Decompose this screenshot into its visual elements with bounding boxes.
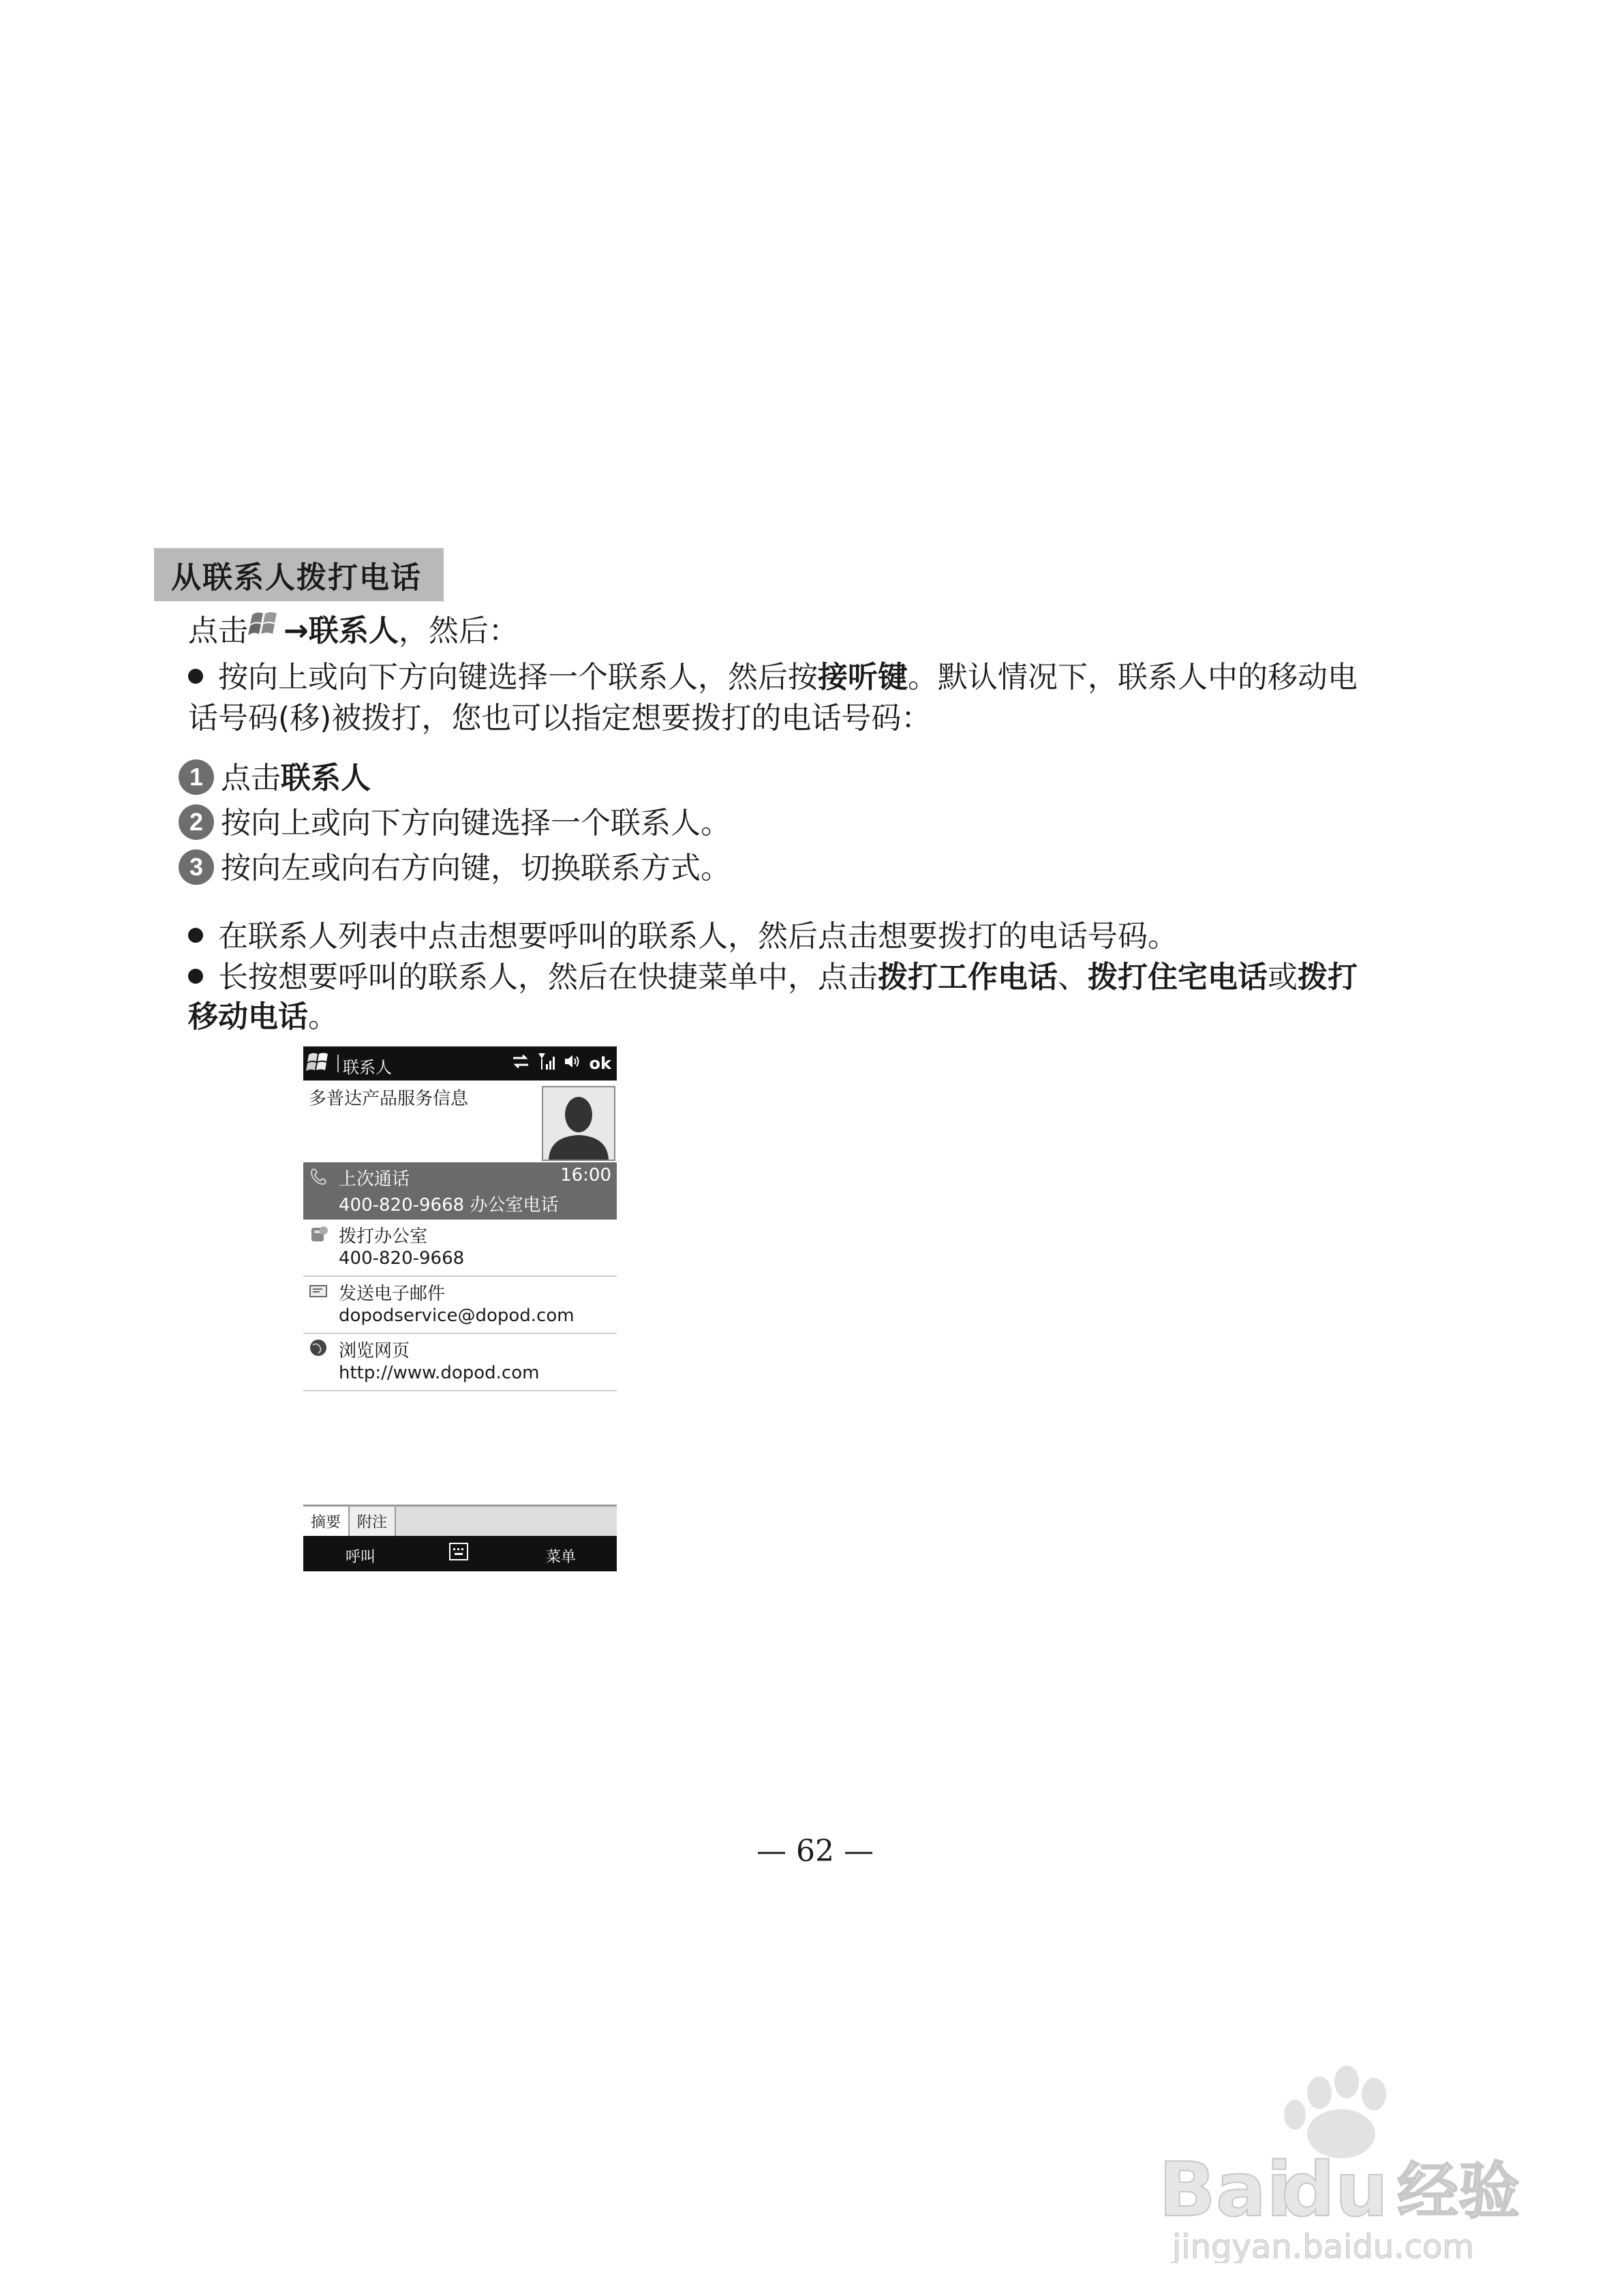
step-1-bold: 联系人 bbox=[281, 761, 371, 796]
intro-suffix: ，然后： bbox=[398, 614, 519, 648]
detail-row-call-office[interactable] bbox=[303, 1220, 617, 1277]
bullet-3-bold-1: 拨打工作电话 bbox=[878, 960, 1058, 995]
intro-line bbox=[188, 611, 519, 653]
windows-start-icon bbox=[248, 609, 284, 650]
detail-row-send-email[interactable] bbox=[303, 1277, 617, 1334]
row-value: 400-820-9668 bbox=[339, 1248, 465, 1269]
bullet-2 bbox=[188, 916, 1178, 957]
bullet-3-text: 长按想要呼叫的联系人，然后在快捷菜单中，点击 bbox=[218, 960, 878, 995]
bullet-1-line-1 bbox=[188, 657, 1358, 698]
softkey-call[interactable]: 呼叫 bbox=[346, 1549, 376, 1566]
baidu-jingyan-watermark bbox=[1159, 2059, 1540, 2263]
svg-text:经验: 经验 bbox=[1397, 2156, 1520, 2227]
bullet-3-bold-3: 拨打 bbox=[1298, 960, 1358, 995]
status-icons bbox=[512, 1052, 611, 1075]
step-3-text: 按向左或向右方向键，切换联系方式。 bbox=[221, 851, 731, 886]
step-number-3: 3 bbox=[179, 849, 214, 885]
step-number-1: 1 bbox=[179, 759, 214, 795]
row-label: 拨打办公室 bbox=[339, 1226, 428, 1247]
svg-text:du: du bbox=[1281, 2146, 1389, 2233]
row-value: 400-820-9668 办公室电话 bbox=[339, 1195, 559, 1215]
office-phone-icon bbox=[309, 1224, 329, 1244]
bullet-1-text-a: 按向上或向下方向键选择一个联系人，然后按 bbox=[218, 660, 818, 695]
step-1 bbox=[179, 758, 371, 799]
intro-target: 联系人 bbox=[308, 614, 399, 648]
step-1-text: 点击 bbox=[221, 761, 281, 796]
tab-notes[interactable]: 附注 bbox=[350, 1507, 396, 1536]
phone-softkey-bar bbox=[303, 1536, 617, 1571]
row-value: http://www.dopod.com bbox=[339, 1363, 540, 1383]
bullet-3-bold-2: 拨打住宅电话 bbox=[1088, 960, 1268, 995]
keyboard-icon[interactable] bbox=[449, 1543, 468, 1560]
windows-start-icon[interactable] bbox=[306, 1051, 333, 1079]
bullet-dot bbox=[188, 969, 203, 984]
contact-avatar bbox=[542, 1086, 615, 1161]
row-value: dopodservice@dopod.com bbox=[339, 1305, 575, 1326]
bullet-1-text-b: 。默认情况下，联系人中的移动电 bbox=[908, 660, 1358, 695]
sync-icon bbox=[512, 1053, 530, 1074]
bullet-1-bold: 接听键 bbox=[818, 660, 908, 695]
tab-summary[interactable]: 摘要 bbox=[303, 1507, 350, 1536]
bullet-dot bbox=[188, 928, 203, 943]
row-time: 16:00 bbox=[560, 1165, 611, 1185]
row-label: 上次通话 bbox=[339, 1169, 410, 1190]
signal-icon bbox=[538, 1052, 555, 1075]
ok-button[interactable]: ok bbox=[589, 1054, 611, 1073]
step-2 bbox=[179, 803, 731, 844]
arrow: → bbox=[284, 614, 309, 648]
row-label: 浏览网页 bbox=[339, 1341, 410, 1361]
phone-app-title: 联系人 bbox=[343, 1058, 392, 1077]
phone-screenshot bbox=[303, 1046, 617, 1571]
svg-text:Bai: Bai bbox=[1159, 2146, 1292, 2233]
phone-title-bar bbox=[303, 1046, 617, 1081]
speaker-icon bbox=[564, 1053, 581, 1074]
page-number: — 62 — bbox=[756, 1834, 874, 1869]
bullet-3-or: 或 bbox=[1268, 960, 1298, 995]
email-icon bbox=[309, 1281, 329, 1301]
softkey-menu[interactable]: 菜单 bbox=[545, 1549, 576, 1566]
bullet-2-text: 在联系人列表中点击想要呼叫的联系人，然后点击想要拨打的电话号码。 bbox=[218, 919, 1178, 954]
bullet-3-sep: 、 bbox=[1058, 960, 1088, 995]
bullet-3-line-1 bbox=[188, 957, 1358, 998]
step-3 bbox=[179, 848, 731, 889]
phone-tab-bar bbox=[303, 1505, 617, 1538]
step-2-text: 按向上或向下方向键选择一个联系人。 bbox=[221, 806, 731, 841]
phone-icon bbox=[309, 1166, 329, 1187]
step-number-2: 2 bbox=[179, 804, 214, 840]
bullet-3-line-2-bold: 移动电话 bbox=[188, 999, 308, 1034]
globe-icon bbox=[309, 1338, 329, 1359]
bullet-dot bbox=[188, 669, 203, 684]
bullet-1-line-2: 话号码(移)被拨打，您也可以指定想要拨打的电话号码： bbox=[188, 701, 932, 736]
title-separator bbox=[337, 1055, 339, 1072]
detail-row-last-call[interactable] bbox=[303, 1162, 617, 1220]
detail-row-browse-web[interactable] bbox=[303, 1334, 617, 1391]
svg-text:jingyan.baidu.com: jingyan.baidu.com bbox=[1172, 2228, 1474, 2263]
intro-prefix: 点击 bbox=[188, 614, 248, 648]
contact-name: 多普达产品服务信息 bbox=[309, 1089, 469, 1109]
bullet-3-line-2-end: 。 bbox=[308, 999, 338, 1034]
bullet-3-line-2 bbox=[188, 997, 338, 1038]
row-label: 发送电子邮件 bbox=[339, 1284, 446, 1304]
section-title: 从联系人拨打电话 bbox=[154, 548, 444, 601]
